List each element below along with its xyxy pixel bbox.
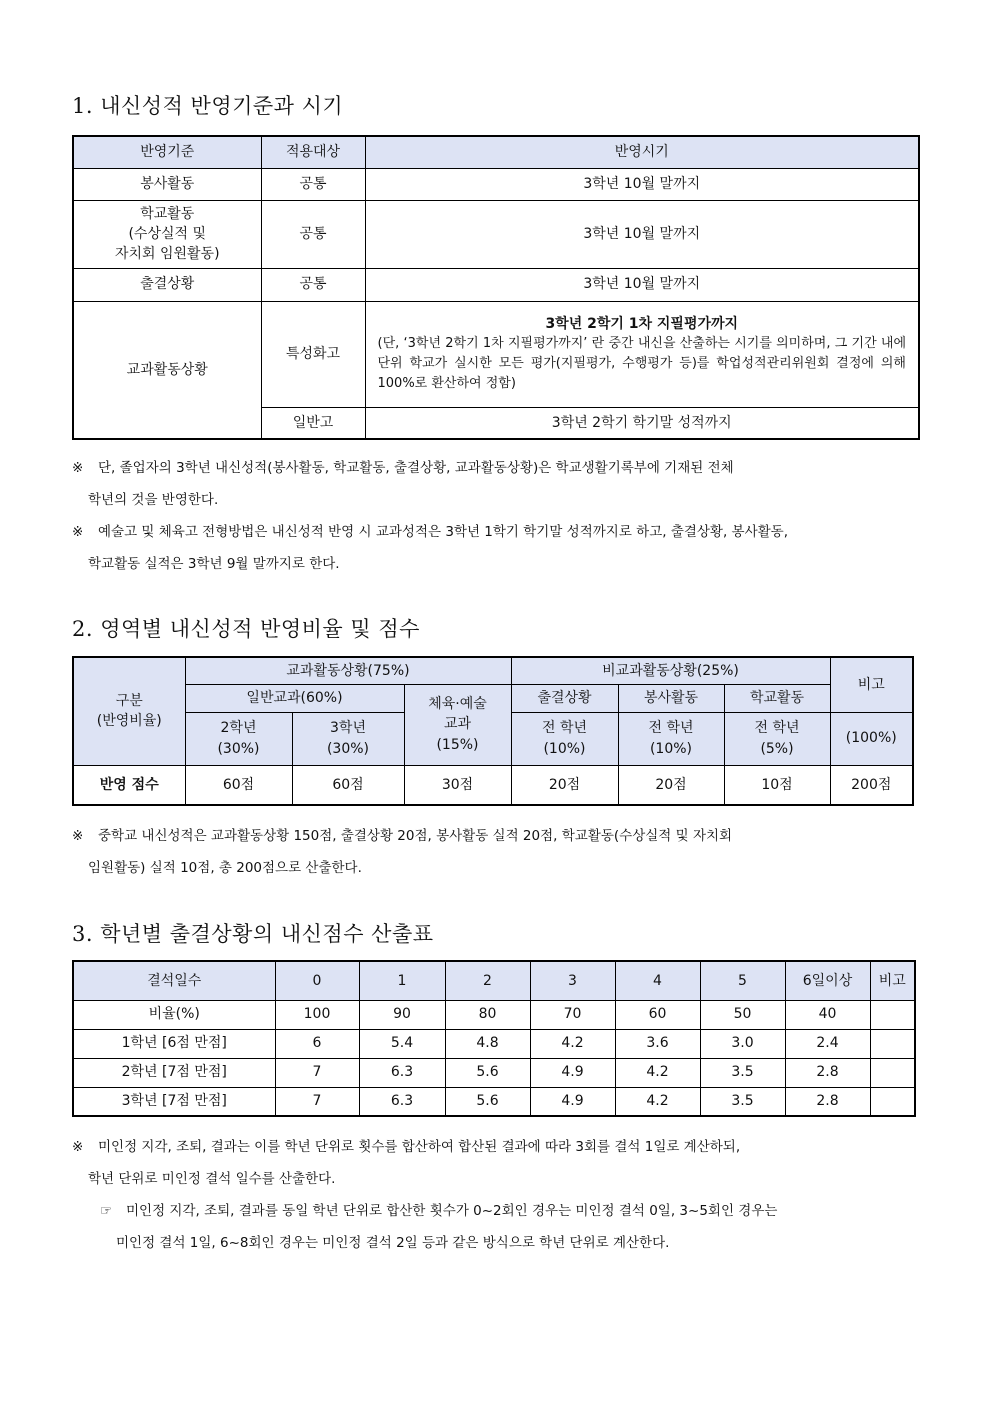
table-row — [73, 1029, 915, 1058]
header-day: 2 — [445, 961, 530, 1000]
row-label: 1학년 [6점 만점] — [73, 1029, 275, 1058]
period-school: 3학년 10월 말까지 — [365, 200, 919, 268]
score-cell: 200점 — [830, 765, 913, 805]
row-attendance — [73, 268, 919, 301]
header-criterion: 반영기준 — [73, 136, 261, 168]
header-day: 4 — [615, 961, 700, 1000]
header-school-activity: 학교활동 — [724, 684, 830, 712]
score-cell: 60점 — [292, 765, 404, 805]
header-remarks-sub: (100%) — [830, 712, 913, 765]
value-cell: 3.5 — [700, 1058, 785, 1087]
header-grade3: 3학년 (30%) — [292, 712, 404, 765]
header-absence-days: 결석일수 — [73, 961, 275, 1000]
row-subject-special — [73, 301, 919, 407]
table-row — [73, 1000, 915, 1029]
value-cell: 6.3 — [359, 1087, 445, 1116]
header-vol-all: 전 학년 (10%) — [618, 712, 724, 765]
header-curricular: 교과활동상황(75%) — [185, 657, 511, 684]
header-category: 구분 (반영비율) — [73, 657, 185, 765]
remark-cell — [870, 1058, 915, 1087]
value-cell: 7 — [275, 1058, 359, 1087]
period-volunteer: 3학년 10월 말까지 — [365, 168, 919, 200]
score-cell: 20점 — [618, 765, 724, 805]
special-period-title: 3학년 2학기 1차 지필평가까지 — [545, 315, 739, 332]
section3-note: ※ 미인정 지각, 조퇴, 결과는 이를 학년 단위로 횟수를 합산하여 합산된 결과에 따라 3회를 결석 1일로 계산하되, 학년 단위로 미인정 결석 일수를 산출한다. — [72, 1139, 741, 1187]
value-cell: 4.9 — [530, 1058, 615, 1087]
section1-title: 1. 내신성적 반영기준과 시기 — [72, 94, 344, 118]
value-cell: 4.8 — [445, 1029, 530, 1058]
row-school — [73, 200, 919, 268]
target-special: 특성화고 — [261, 301, 365, 407]
row-volunteer — [73, 168, 919, 200]
value-cell: 90 — [359, 1000, 445, 1029]
value-cell: 100 — [275, 1000, 359, 1029]
value-cell: 5.6 — [445, 1058, 530, 1087]
value-cell: 70 — [530, 1000, 615, 1029]
score-cell: 20점 — [511, 765, 618, 805]
remark-cell — [870, 1087, 915, 1116]
section1-note-2: ※ 예술고 및 체육고 전형방법은 내신성적 반영 시 교과성적은 3학년 1학기 학기말 성적까지로 하고, 출결상황, 봉사활동, 학교활동 실적은 3학년 9월 말까지로 한다. — [72, 524, 789, 572]
section3-title: 3. 학년별 출결상황의 내신점수 산출표 — [72, 922, 434, 946]
header-arts-subject: 체육·예술 교과 (15%) — [404, 684, 511, 765]
header-period: 반영시기 — [365, 136, 919, 168]
value-cell: 3.0 — [700, 1029, 785, 1058]
score-cell: 10점 — [724, 765, 830, 805]
value-cell: 4.2 — [615, 1087, 700, 1116]
header-remarks: 비고 — [870, 961, 915, 1000]
criterion-attendance: 출결상황 — [73, 268, 261, 301]
value-cell: 7 — [275, 1087, 359, 1116]
section2-title: 2. 영역별 내신성적 반영비율 및 점수 — [72, 617, 420, 641]
value-cell: 40 — [785, 1000, 870, 1029]
score-row — [73, 765, 913, 805]
header-noncurricular: 비교과활동상황(25%) — [511, 657, 830, 684]
value-cell: 4.9 — [530, 1087, 615, 1116]
header-day: 3 — [530, 961, 615, 1000]
period-special — [365, 301, 919, 407]
special-period-note: (단, ‘3학년 2학기 1차 지필평가까지’ 란 중간 내신을 산출하는 시기를 의미하며, 그 기간 내에 단위 학교가 실시한 모든 평가(지필평가, 수행평가 등)를 학업성적관리위원회 결정에 의해 100%로 환산하여 정함) — [377, 335, 906, 392]
ratio-table — [72, 656, 914, 806]
header-att-all: 전 학년 (10%) — [511, 712, 618, 765]
row-label: 비율(%) — [73, 1000, 275, 1029]
criteria-table — [72, 135, 920, 440]
header-general-subject: 일반교과(60%) — [185, 684, 404, 712]
value-cell: 6.3 — [359, 1058, 445, 1087]
value-cell: 4.2 — [530, 1029, 615, 1058]
row-label: 2학년 [7점 만점] — [73, 1058, 275, 1087]
attendance-table — [72, 960, 916, 1117]
header-target: 적용대상 — [261, 136, 365, 168]
remark-cell — [870, 1029, 915, 1058]
header-grade2: 2학년 (30%) — [185, 712, 292, 765]
value-cell: 50 — [700, 1000, 785, 1029]
section2-note: ※ 중학교 내신성적은 교과활동상황 150점, 출결상황 20점, 봉사활동 실적 20점, 학교활동(수상실적 및 자치회 임원활동) 실적 10점, 총 200점으로 산출한다. — [72, 828, 733, 876]
table-row — [73, 1058, 915, 1087]
score-cell: 60점 — [185, 765, 292, 805]
header-day: 6일이상 — [785, 961, 870, 1000]
target-general: 일반고 — [261, 407, 365, 439]
header-day: 0 — [275, 961, 359, 1000]
remark-cell — [870, 1000, 915, 1029]
header-day: 1 — [359, 961, 445, 1000]
value-cell: 5.4 — [359, 1029, 445, 1058]
target-attendance: 공통 — [261, 268, 365, 301]
header-remarks: 비고 — [830, 657, 913, 712]
section3-subnote: ☞ 미인정 지각, 조퇴, 결과를 동일 학년 단위로 합산한 횟수가 0~2회인 경우는 미인정 결석 0일, 3~5회인 경우는 미인정 결석 1일, 6~8회인 경우는 미인정 결석 2일 등과 같은 방식으로 학년 단위로 계산한다. — [100, 1203, 778, 1251]
header-volunteer: 봉사활동 — [618, 684, 724, 712]
value-cell: 6 — [275, 1029, 359, 1058]
value-cell: 2.8 — [785, 1058, 870, 1087]
header-attendance: 출결상황 — [511, 684, 618, 712]
value-cell: 3.5 — [700, 1087, 785, 1116]
value-cell: 4.2 — [615, 1058, 700, 1087]
header-day: 5 — [700, 961, 785, 1000]
value-cell: 2.4 — [785, 1029, 870, 1058]
criterion-volunteer: 봉사활동 — [73, 168, 261, 200]
section1-note-1: ※ 단, 졸업자의 3학년 내신성적(봉사활동, 학교활동, 출결상황, 교과활동상황)은 학교생활기록부에 기재된 전체 학년의 것을 반영한다. — [72, 460, 734, 508]
header-sch-all: 전 학년 (5%) — [724, 712, 830, 765]
table-row — [73, 1087, 915, 1116]
criterion-school: 학교활동 (수상실적 및 자치회 임원활동) — [73, 200, 261, 268]
row-label: 3학년 [7점 만점] — [73, 1087, 275, 1116]
score-row-label: 반영 점수 — [73, 765, 185, 805]
value-cell: 3.6 — [615, 1029, 700, 1058]
target-volunteer: 공통 — [261, 168, 365, 200]
period-attendance: 3학년 10월 말까지 — [365, 268, 919, 301]
value-cell: 5.6 — [445, 1087, 530, 1116]
criterion-subject: 교과활동상황 — [73, 301, 261, 439]
score-cell: 30점 — [404, 765, 511, 805]
value-cell: 80 — [445, 1000, 530, 1029]
target-school: 공통 — [261, 200, 365, 268]
value-cell: 60 — [615, 1000, 700, 1029]
period-general: 3학년 2학기 학기말 성적까지 — [365, 407, 919, 439]
value-cell: 2.8 — [785, 1087, 870, 1116]
